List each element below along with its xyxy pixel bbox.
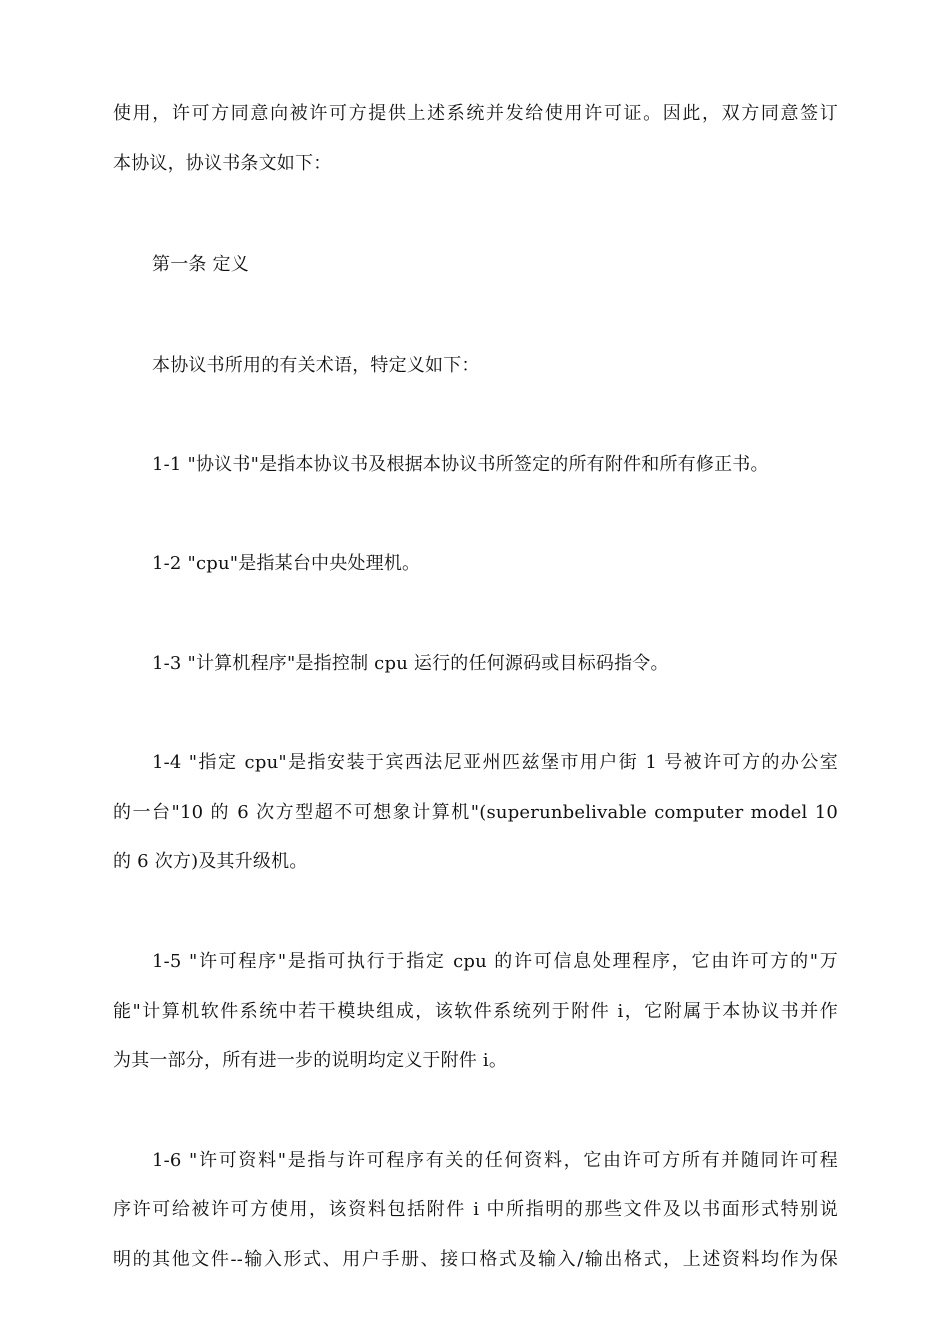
paragraph-line: 本协议书所用的有关术语，特定义如下： [152, 355, 480, 376]
paragraph-line: 序许可给被许可方使用，该资料包括附件 i 中所指明的那些文件及以书面形式特别说 [113, 1199, 838, 1220]
definition-item: 1-1 "协议书"是指本协议书及根据本协议书所签定的所有附件和所有修正书。 [152, 454, 769, 475]
paragraph-line: 的一台"10 的 6 次方型超不可想象计算机"(superunbelivable computer model 10 [113, 802, 838, 823]
definition-item: 1-2 "cpu"是指某台中央处理机。 [152, 553, 421, 574]
definition-item: 1-6 "许可资料"是指与许可程序有关的任何资料，它由许可方所有并随同许可程 [152, 1150, 838, 1171]
definition-item: 1-3 "计算机程序"是指控制 cpu 运行的任何源码或目标码指令。 [152, 653, 669, 674]
definition-item: 1-5 "许可程序"是指可执行于指定 cpu 的许可信息处理程序，它由许可方的"万 [152, 951, 838, 972]
paragraph-line: 使用，许可方同意向被许可方提供上述系统并发给使用许可证。因此，双方同意签订 [113, 103, 838, 124]
paragraph-line: 明的其他文件--输入形式、用户手册、接口格式及输入/输出格式，上述资料均作为保 [113, 1249, 838, 1270]
paragraph-line: 为其一部分，所有进一步的说明均定义于附件 i。 [113, 1050, 508, 1071]
paragraph-line: 能"计算机软件系统中若干模块组成，该软件系统列于附件 i，它附属于本协议书并作 [113, 1001, 838, 1022]
paragraph-line: 本协议，协议书条文如下： [113, 153, 332, 174]
article-heading: 第一条 定义 [152, 254, 249, 275]
definition-item: 1-4 "指定 cpu"是指安装于宾西法尼亚州匹兹堡市用户街 1 号被许可方的办公室 [152, 752, 838, 773]
paragraph-line: 的 6 次方)及其升级机。 [113, 851, 308, 872]
